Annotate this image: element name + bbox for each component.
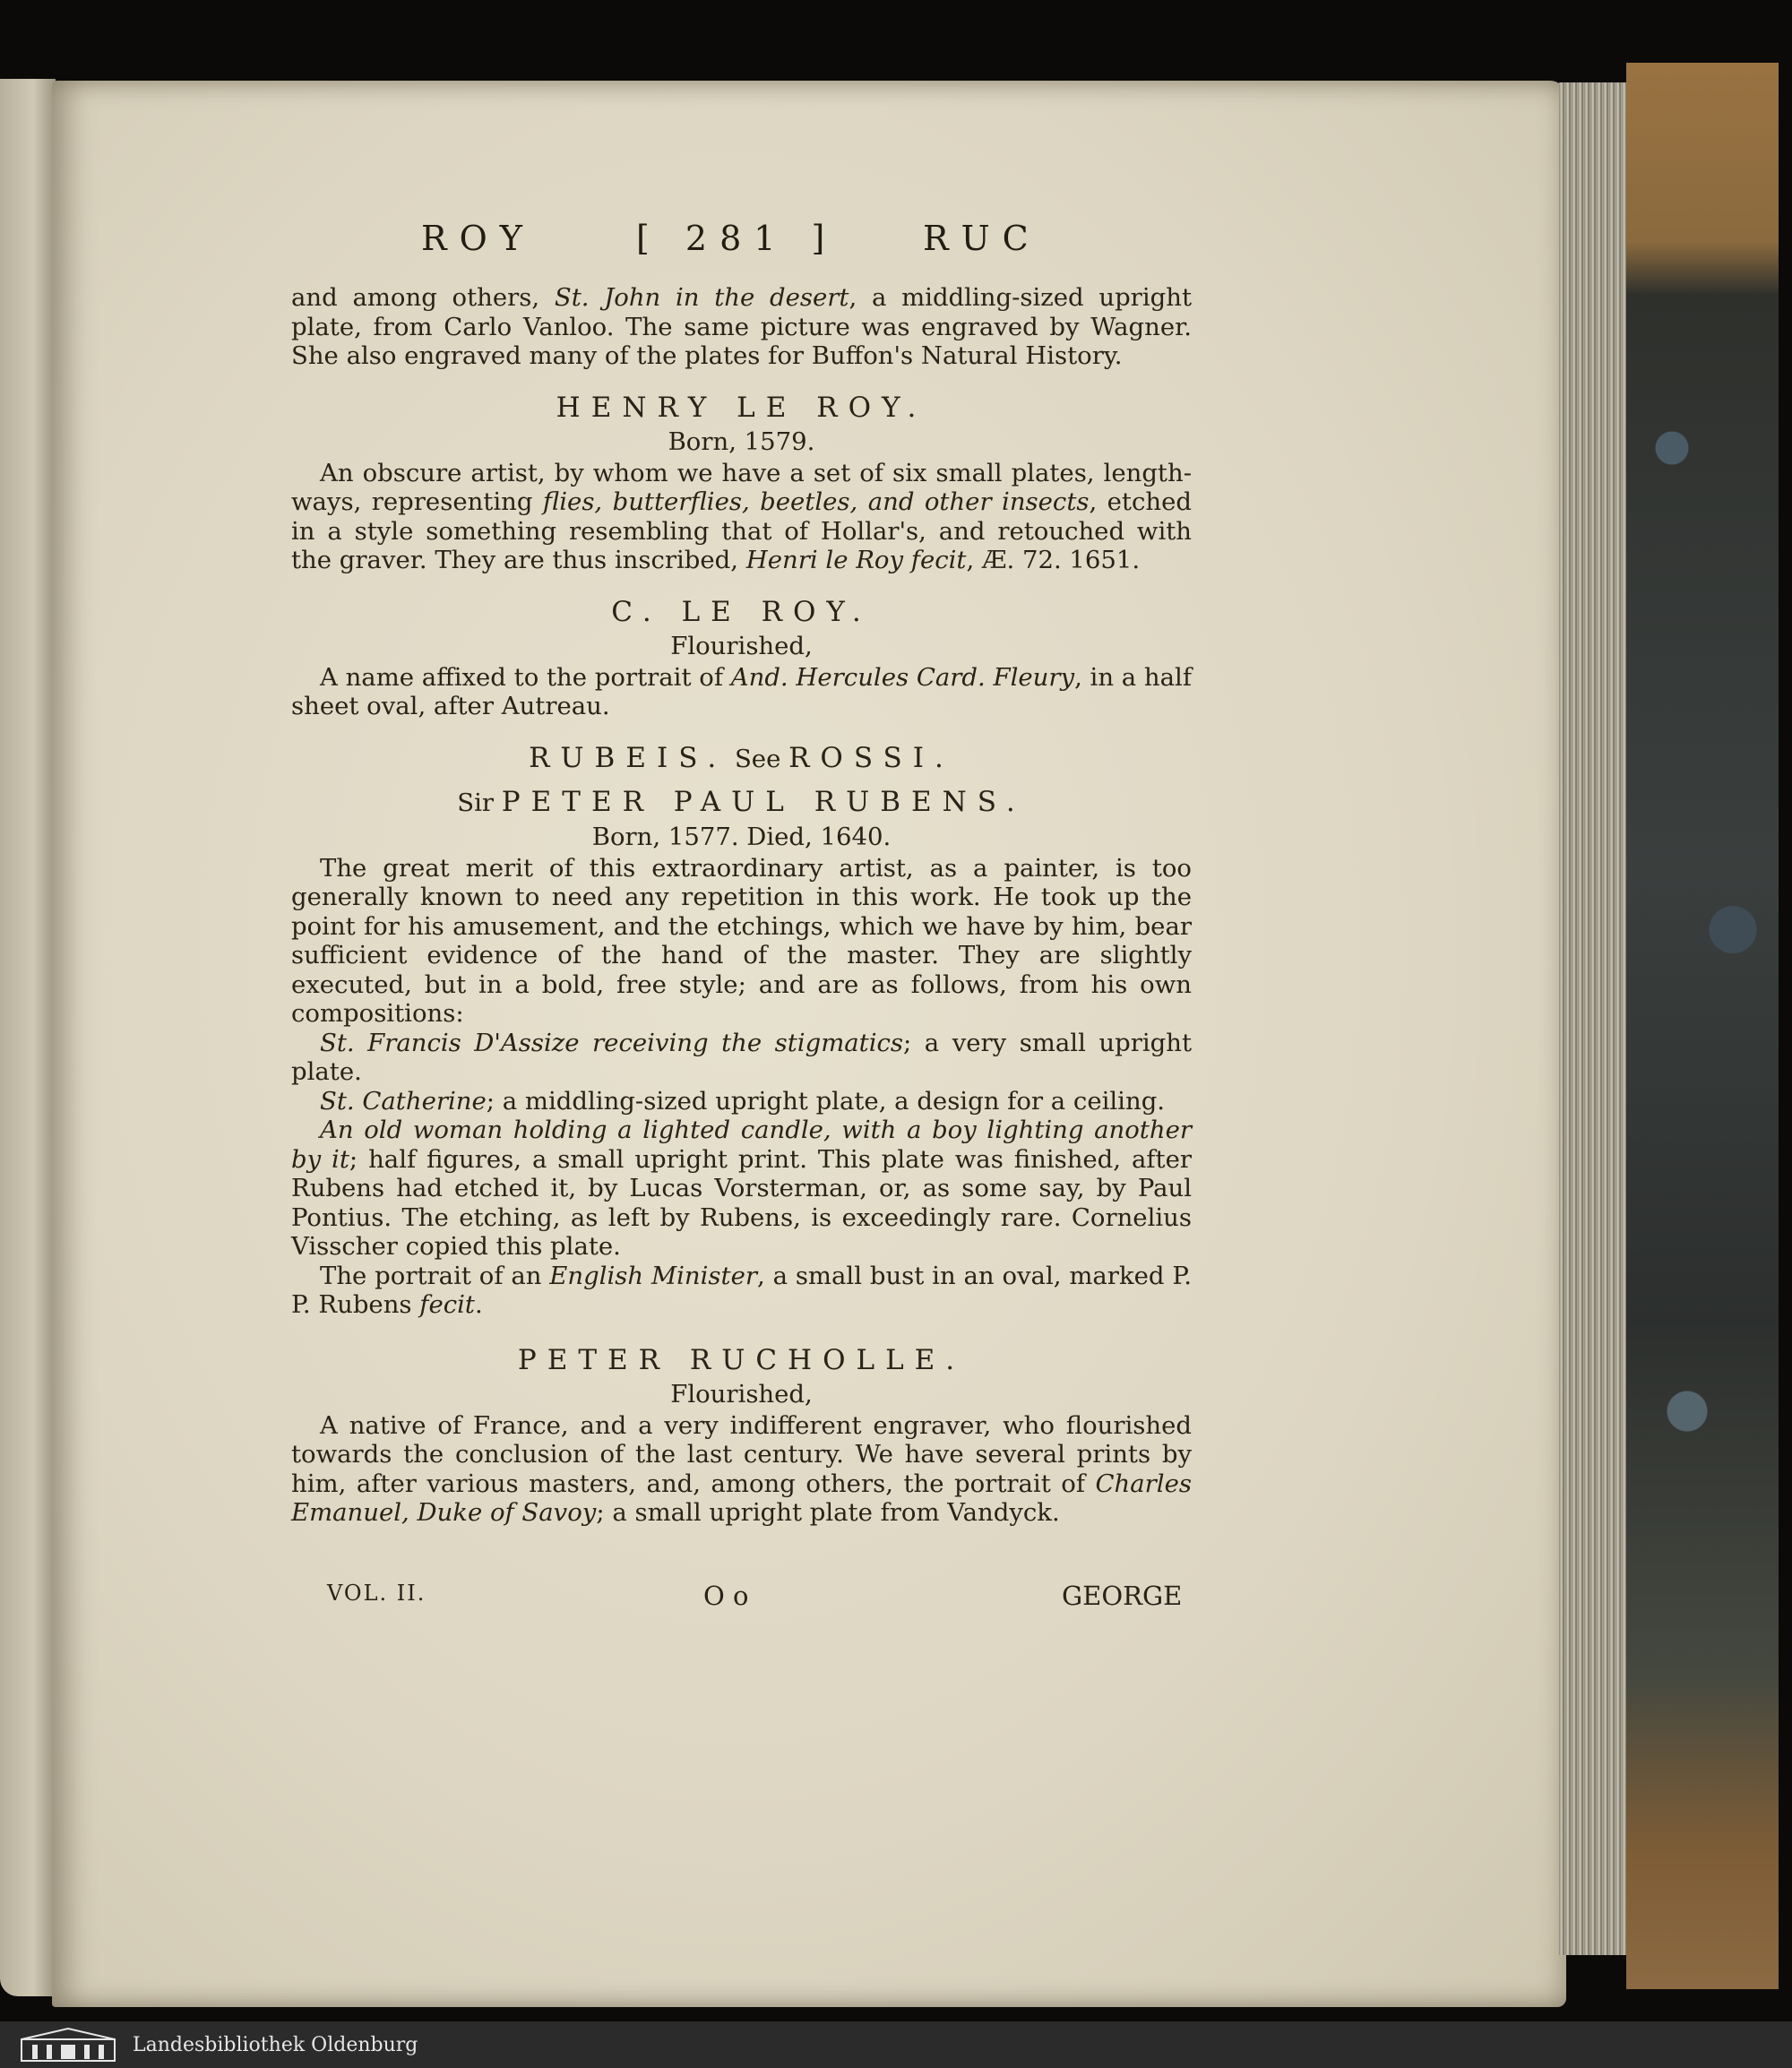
entry-heading-peter-rucholle: PETER RUCHOLLE. [517, 1343, 966, 1376]
intro-paragraph: and among others, St. John in the desert, a middling-sized upright plate, from Carlo Vanloo. The same picture was engraved by Wagner. She also engraved many of the plates for Buffon's Natural History. [291, 283, 1192, 370]
rubens-work-3: An old woman holding a lighted candle, with a boy lighting another by it; half figures, a small upright print. This plate was finished, after Rubens had etched it, by Lucas Vorsterman, or, as some say, by Paul Pontius. The etching, as left by Rubens, is exceedingly rare. Cornelius Visscher copied this plate. [291, 1116, 1192, 1261]
marbled-cover [1626, 63, 1779, 1989]
page-footer [327, 1581, 1192, 1616]
rubens-work-2: St. Catherine; a middling-sized upright plate, a design for a ceiling. [320, 1086, 1166, 1116]
rubens-dates: Born, 1577. Died, 1640. [591, 822, 892, 851]
henry-paragraph: An obscure artist, by whom we have a set of six small plates, length-ways, representing flies, butterflies, beetles, and other insects, etched in a style something resembling that of Hollar's, and retouched with the graver. They are thus inscribed, Henri le Roy fecit, Æ. 72. 1651. [291, 458, 1192, 574]
rucholle-flourished: Flourished, [670, 1379, 813, 1409]
header-right: RUC [923, 219, 1041, 258]
henry-born: Born, 1579. [668, 427, 815, 456]
entry-heading-henry-le-roy: HENRY LE ROY. [556, 391, 927, 424]
rucholle-paragraph: A native of France, and a very indifferent engraver, who flourished towards the conclusion of the last century. We have several prints by him, after various masters, and, among others, the portrait of Charles Emanuel, Duke of Savoy; a small upright plate from Vandyck. [291, 1410, 1192, 1527]
volume-mark: VOL. II. [327, 1581, 426, 1606]
library-name: Landesbibliothek Oldenburg [133, 2033, 418, 2056]
rubens-work-4: The portrait of an English Minister, a small bust in an oval, marked P. P. Rubens fecit. [291, 1261, 1192, 1319]
page-number: [ 281 ] [636, 219, 838, 258]
facing-page-edge [0, 79, 56, 1996]
rubens-paragraph: The great merit of this extraordinary artist, as a painter, is too generally known to need any repetition in this work. He took up the point for his amusement, and the etchings, which we have by him, bear sufficient evidence of the hand of the master. They are slightly executed, but in a bold, free style; and are as follows, from his own compositions: [291, 853, 1192, 1028]
c-le-roy-paragraph: A name affixed to the portrait of And. Hercules Card. Fleury, in a half sheet oval, after Autreau. [291, 662, 1193, 720]
rubens-work-1: St. Francis D'Assize receiving the stigmatics; a very small upright plate. [291, 1028, 1193, 1086]
entry-heading-c-le-roy: C. LE ROY. [611, 595, 872, 628]
entry-heading-rubens: Sir PETER PAUL RUBENS. [457, 785, 1026, 818]
library-footer-bar [0, 2021, 1792, 2068]
catchword: GEORGE [1062, 1581, 1183, 1611]
page-edges [1559, 82, 1631, 1955]
page-text [291, 215, 1192, 1528]
header-left: ROY [421, 219, 535, 258]
signature-mark: O o [703, 1581, 749, 1611]
c-le-roy-flourished: Flourished, [670, 631, 813, 660]
rubeis-cross-reference: RUBEIS. See ROSSI. [529, 741, 954, 774]
library-building-icon [20, 2027, 116, 2063]
